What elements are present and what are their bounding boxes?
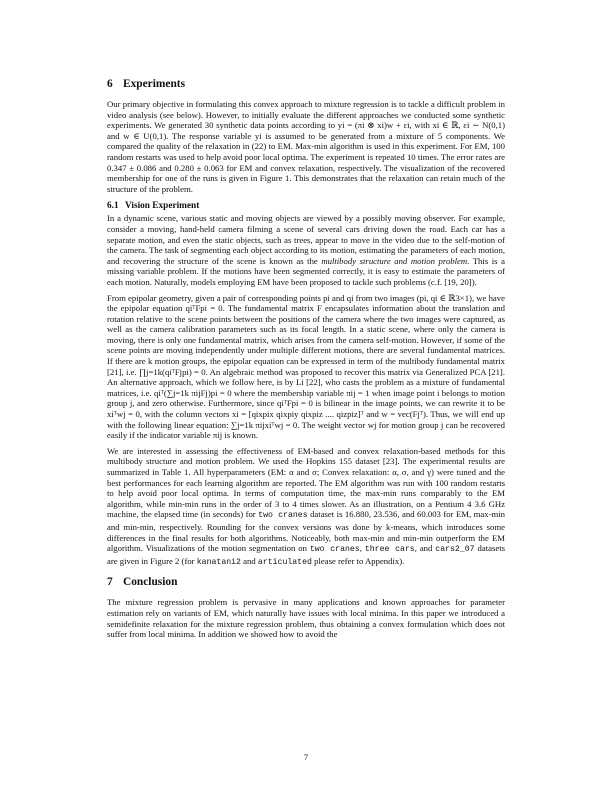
section-heading-conclusion (107, 576, 505, 589)
dataset-name: two cranes (258, 511, 308, 521)
text-run: dataset is 16.880, 23.536, and 60.003 for EM, max-min and min-min, respectively. Rounding for the convex versions was done by k-means, which introduces some differences in the final results for both algorithms. Noticeably, both max-min and min-min outperform the EM algorithm. Visualizations of the motion segmentation on (107, 509, 505, 554)
dataset-name: kanatani2 (196, 557, 241, 567)
dataset-name: articulated (257, 557, 312, 567)
dataset-name: cars2_07 (435, 545, 475, 555)
section-title: Experiments (123, 78, 186, 90)
page-number: 7 (303, 752, 309, 762)
text-run: In a dynamic scene, various static and moving objects are viewed by a possibly moving observer. For example, consider a moving, hand-held camera filming a scene of several cars driving down the road. Each car has a separate motion, and even the static objects, such as trees, appear to move in the video due to the self-motion of the camera. The task of segmenting each object according to its motion, estimating the parameters of each motion, and recovering the structure of the scene is known as the (107, 213, 505, 266)
vision-paragraph-2: From epipolar geometry, given a pair of corresponding points pi and qi from two images (pi, qi ∈ ℝ3×1), we have the epipolar equation qiᵀFpi = 0. The fundamental matrix F encapsulates information about the translation and rotation relative to the scene points between the positions of the camera where the two images were captured, as well as the camera calibration parameters such as its focal length. In a static scene, where only the camera is moving, there is only one fundamental matrix, which arises from the camera self-motion. However, if some of the scene points are moving independently under multiple different motions, there are several fundamental matrices. If there are k motion groups, the epipolar equation can be expressed in term of the multibody fundamental matrix [21], i.e. ∏j=1k(qiᵀFjpi) = 0. An algebraic method was proposed to recover this matrix via Generalized PCA [21]. An alternative approach, which we follow here, is by Li [22], who casts the problem as a mixture of fundamental matrices, i.e. qiᵀ(∑j=1k πijFj)pi = 0 where the membership variable πij = 1 when image point i belongs to motion group j, and zero otherwise. Furthermore, since qiᵀFpi = 0 is bilinear in the image points, we can rewrite it to be xiᵀwj = 0, with the column vectors xi = [qixpix qixpiy qixpiz .... qizpiz]ᵀ and w = vec(Fjᵀ). Thus, we will end up with the following linear equation: ∑j=1k πijxiᵀwj = 0. The weight vector wj for motion group j can be recovered easily if the indicator variable πij is known. (107, 292, 505, 441)
section-number: 7 (107, 576, 113, 589)
subsection-title: Vision Experiment (125, 201, 200, 212)
text-run: , and (414, 543, 436, 554)
text-run: please refer to Appendix). (311, 555, 405, 566)
vision-paragraph-3 (107, 446, 505, 569)
page-body (107, 78, 505, 645)
text-run: and (240, 555, 258, 566)
dataset-name: two cranes (309, 545, 360, 555)
subsection-number: 6.1 (107, 201, 119, 212)
section-number: 6 (107, 78, 113, 90)
experiments-paragraph: Our primary objective in formulating this convex approach to mixture regression is to tackle a difficult problem in video analysis (see below). However, to initially evaluate the different approaches we conducted some synthetic experiments. We generated 30 synthetic data points according to yi = (πi ⊗ xi)w + εi, with xi ∈ ℝ, εi ∼ N(0,1) and w ∈ U(0,1). The response variable yi is assumed to be generated from a mixture of 5 components. We compared the quality of the relaxation in (22) to EM. Max-min algorithm is used in this experiment. For EM, 100 random restarts was used to help avoid poor local optima. The experiment is repeated 10 times. The error rates are 0.347 ± 0.086 and 0.280 ± 0.063 for EM and convex relaxation, respectively. The visualization of the recovered membership for one of the runs is given in Figure 1. This demonstrates that the relaxation can retain much of the structure of the problem. (107, 99, 505, 194)
subsection-heading-vision (107, 201, 505, 212)
section-title: Conclusion (123, 576, 178, 589)
dataset-name: three cars (364, 545, 415, 555)
emphasis-term: multibody structure and motion problem (321, 255, 468, 266)
text-run: . This is a missing variable problem. If the motions have been segmented correctly, it is easy to estimate the parameters of each motion. Naturally, models employing EM have been proposed to tackle such problems (c.f. [19, 20]). (107, 255, 505, 287)
text-run: datasets are given in Figure 2 (for (107, 543, 506, 566)
text-run: We are interested in assessing the effectiveness of EM-based and convex relaxation-based methods for this multibody structure and motion problem. We used the Hopkins 155 dataset [23]. The experimental results are summarized in Table 1. All hyperparameters (EM: α and σ; Convex relaxation: α, σ, and γ) were tuned and the best performances for each learning algorithm are reported. The EM algorithm was run with 100 random restarts to help avoid poor local optima. In terms of computation time, the max-min runs comparably to the EM algorithm, while min-min runs in the order of 3 to 4 times slower. As an illustration, on a Pentium 4 3.6 GHz machine, the elapsed time (in seconds) for (107, 445, 505, 520)
section-heading-experiments (107, 78, 505, 91)
conclusion-paragraph: The mixture regression problem is pervasive in many applications and known approaches for parameter estimation rely on variants of EM, which naturally have issues with local minima. In this paper we introduced a semidefinite relaxation for the mixture regression problem, thus obtaining a convex formulation which does not suffer from local minima. In addition we showed how to avoid the (107, 597, 505, 640)
text-run: , (359, 543, 365, 554)
vision-paragraph-1 (107, 213, 505, 287)
